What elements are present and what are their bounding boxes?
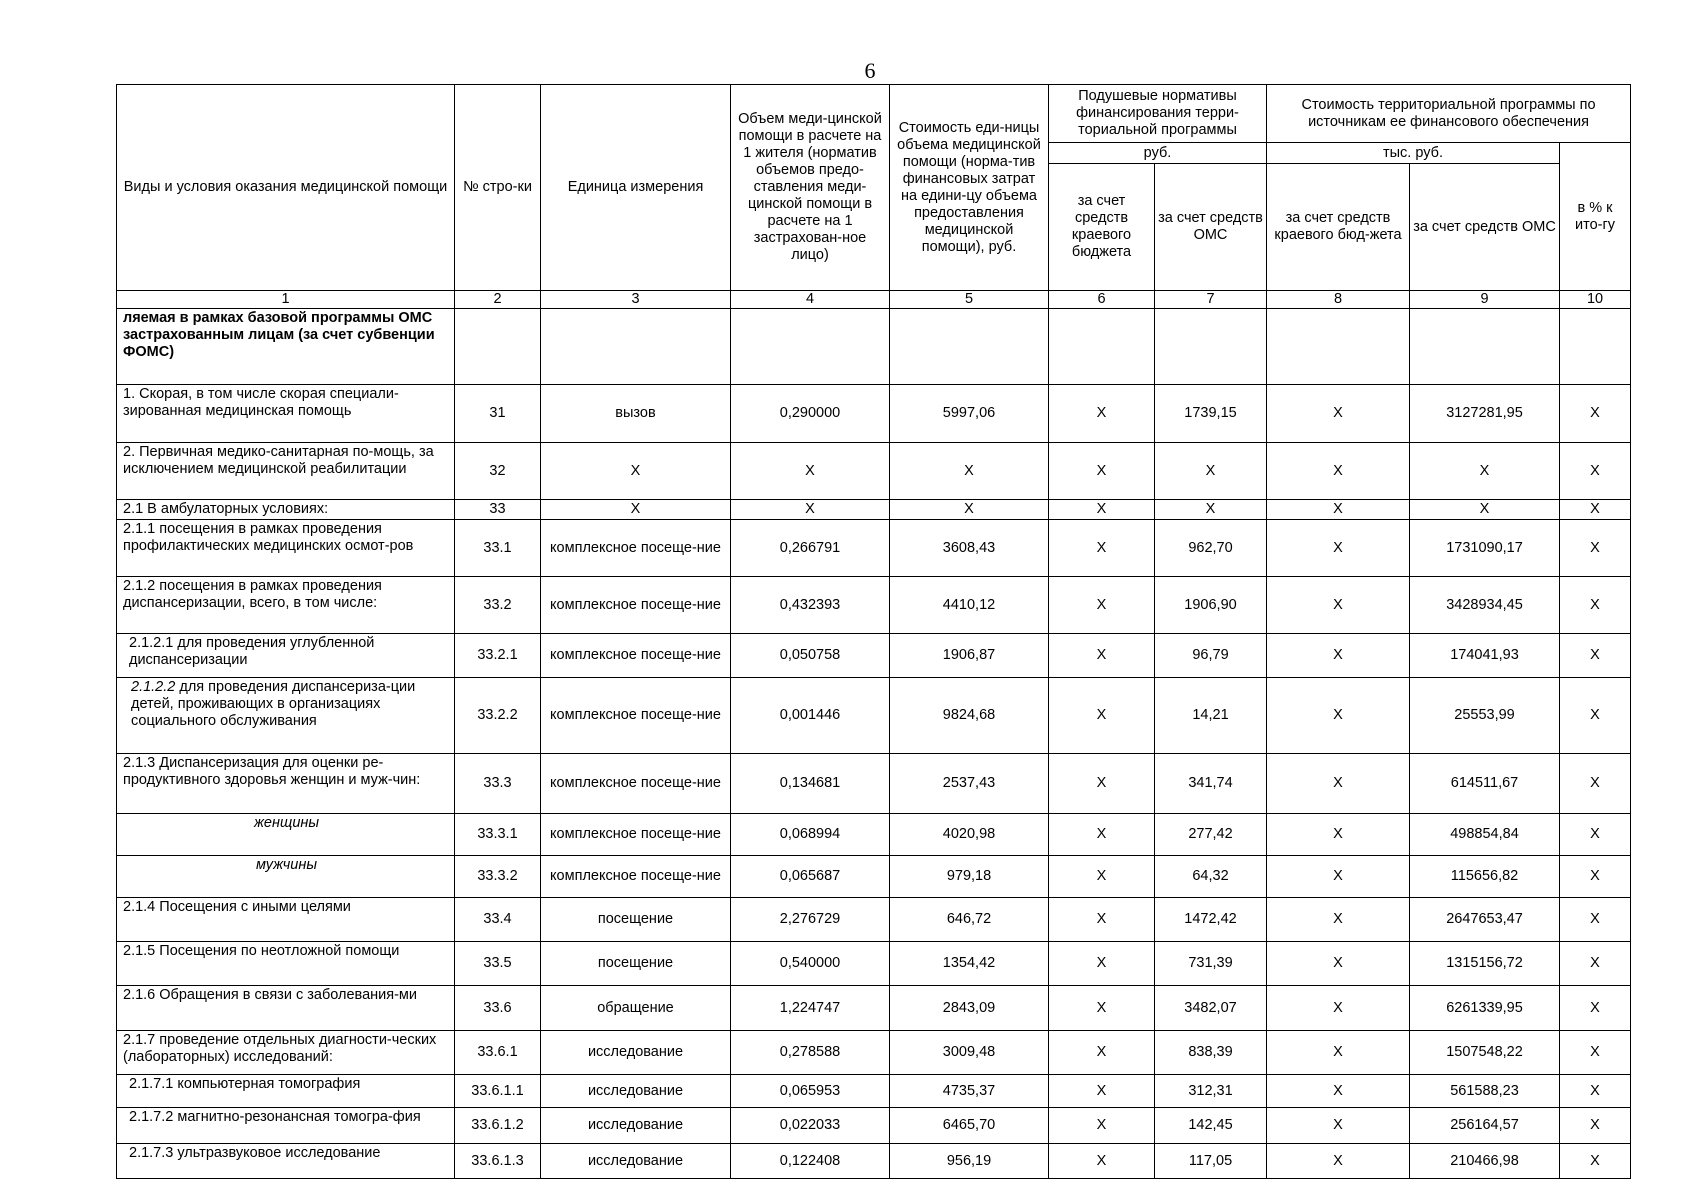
row-code: 33.6.1.2	[455, 1108, 541, 1144]
row-cost-oms: X	[1410, 443, 1560, 500]
table-row	[117, 385, 1631, 443]
column-number: 5	[890, 291, 1049, 309]
row-unit: исследование	[541, 1075, 731, 1108]
row-cost-oms: 174041,93	[1410, 634, 1560, 678]
row-norm-oms: 277,42	[1155, 814, 1267, 856]
row-cost-oms: X	[1410, 500, 1560, 520]
row-cost-regional: X	[1267, 856, 1410, 898]
row-volume: 0,540000	[731, 942, 890, 986]
row-percent: X	[1560, 1031, 1631, 1075]
row-norm-oms: 1739,15	[1155, 385, 1267, 443]
page-number: 6	[864, 58, 876, 83]
row-volume: 0,022033	[731, 1108, 890, 1144]
row-unit-cost: 3009,48	[890, 1031, 1049, 1075]
row-unit: исследование	[541, 1031, 731, 1075]
row-unit-cost: 4735,37	[890, 1075, 1049, 1108]
row-unit: комплексное посеще-ние	[541, 577, 731, 634]
row-volume: 0,065953	[731, 1075, 890, 1108]
row-cost-regional: X	[1267, 520, 1410, 577]
row-percent: X	[1560, 1108, 1631, 1144]
row-volume: X	[731, 443, 890, 500]
row-cost-oms: 1731090,17	[1410, 520, 1560, 577]
row-unit-cost: 6465,70	[890, 1108, 1049, 1144]
row-percent: X	[1560, 754, 1631, 814]
row-norm-oms: 96,79	[1155, 634, 1267, 678]
row-name: 2.1 В амбулаторных условиях:	[117, 500, 455, 520]
row-unit-cost: 979,18	[890, 856, 1049, 898]
row-norm-oms: 64,32	[1155, 856, 1267, 898]
header-unit-rub: руб.	[1049, 143, 1267, 164]
row-name: 1. Скорая, в том числе скорая специали-зированная медицинская помощь	[117, 385, 455, 443]
row-cost-oms: 2647653,47	[1410, 898, 1560, 942]
row-unit-cost: 956,19	[890, 1144, 1049, 1179]
row-norm-oms: 341,74	[1155, 754, 1267, 814]
row-code: 31	[455, 385, 541, 443]
row-name: 2.1.7 проведение отдельных диагности-ческих (лабораторных) исследований:	[117, 1031, 455, 1075]
row-norm-oms: 117,05	[1155, 1144, 1267, 1179]
row-percent: X	[1560, 1144, 1631, 1179]
row-volume: 0,134681	[731, 754, 890, 814]
header-unit-thous-rub: тыс. руб.	[1267, 143, 1560, 164]
row-cost-regional: X	[1267, 986, 1410, 1031]
row-unit-cost: 4410,12	[890, 577, 1049, 634]
row-norm-oms: 1472,42	[1155, 898, 1267, 942]
row-percent: X	[1560, 634, 1631, 678]
header-care-type: Виды и условия оказания медицинской помощи	[117, 85, 455, 291]
row-norm-regional: X	[1049, 856, 1155, 898]
row-code: 33.2.2	[455, 678, 541, 754]
row-cost-regional: X	[1267, 385, 1410, 443]
row-cost-oms: 210466,98	[1410, 1144, 1560, 1179]
header-unit-cost: Стоимость еди-ницы объема медицинской помощи (норма-тив финансовых затрат на едини-цу объема предоставления медицинской помощи), руб.	[890, 85, 1049, 291]
row-name: 2.1.6 Обращения в связи с заболевания-ми	[117, 986, 455, 1031]
row-code: 33	[455, 500, 541, 520]
table-row	[117, 814, 1631, 856]
row-norm-oms: 3482,07	[1155, 986, 1267, 1031]
row-unit-cost	[890, 309, 1049, 385]
row-norm-oms: 142,45	[1155, 1108, 1267, 1144]
table-row	[117, 520, 1631, 577]
row-percent: X	[1560, 856, 1631, 898]
row-cost-oms: 498854,84	[1410, 814, 1560, 856]
row-unit: X	[541, 500, 731, 520]
row-name: мужчины	[117, 856, 455, 898]
row-unit: исследование	[541, 1108, 731, 1144]
row-unit: комплексное посеще-ние	[541, 814, 731, 856]
row-cost-regional: X	[1267, 678, 1410, 754]
row-name: 2.1.4 Посещения с иными целями	[117, 898, 455, 942]
row-name: 2.1.2 посещения в рамках проведения диспансеризации, всего, в том числе:	[117, 577, 455, 634]
table-row	[117, 1108, 1631, 1144]
row-unit-cost: 2537,43	[890, 754, 1049, 814]
row-percent: X	[1560, 1075, 1631, 1108]
row-norm-oms: 14,21	[1155, 678, 1267, 754]
row-volume: 0,001446	[731, 678, 890, 754]
header-cost-regional-budget: за счет средств краевого бюд-жета	[1267, 164, 1410, 291]
row-name: 2.1.5 Посещения по неотложной помощи	[117, 942, 455, 986]
row-name: ляемая в рамках базовой программы ОМС застрахованным лицам (за счет субвенции ФОМС)	[117, 309, 455, 385]
table-row	[117, 1075, 1631, 1108]
row-volume: 2,276729	[731, 898, 890, 942]
row-volume: 0,050758	[731, 634, 890, 678]
row-unit: комплексное посеще-ние	[541, 754, 731, 814]
row-name: 2.1.2.1 для проведения углубленной диспансеризации	[117, 634, 455, 678]
row-name: женщины	[117, 814, 455, 856]
row-unit: комплексное посеще-ние	[541, 634, 731, 678]
row-cost-oms: 6261339,95	[1410, 986, 1560, 1031]
row-norm-regional: X	[1049, 577, 1155, 634]
row-percent: X	[1560, 898, 1631, 942]
row-norm-oms: 962,70	[1155, 520, 1267, 577]
row-cost-regional: X	[1267, 942, 1410, 986]
row-norm-regional: X	[1049, 443, 1155, 500]
row-unit-cost: 5997,06	[890, 385, 1049, 443]
row-name: 2.1.7.2 магнитно-резонансная томогра-фия	[117, 1108, 455, 1144]
row-code: 33.5	[455, 942, 541, 986]
row-cost-regional: X	[1267, 898, 1410, 942]
row-unit-cost: 3608,43	[890, 520, 1049, 577]
header-per-capita-norms: Подушевые нормативы финансирования терри-ториальной программы	[1049, 85, 1267, 143]
row-unit-cost: 1906,87	[890, 634, 1049, 678]
header-row-number: № стро-ки	[455, 85, 541, 291]
row-percent: X	[1560, 986, 1631, 1031]
row-unit: комплексное посеще-ние	[541, 678, 731, 754]
row-cost-regional: X	[1267, 443, 1410, 500]
row-unit-cost: 646,72	[890, 898, 1049, 942]
row-code: 33.3	[455, 754, 541, 814]
row-norm-regional: X	[1049, 986, 1155, 1031]
column-number: 2	[455, 291, 541, 309]
row-unit-cost: X	[890, 500, 1049, 520]
table-row	[117, 898, 1631, 942]
row-unit: посещение	[541, 942, 731, 986]
row-code: 33.3.2	[455, 856, 541, 898]
column-number: 7	[1155, 291, 1267, 309]
row-cost-oms: 614511,67	[1410, 754, 1560, 814]
table-row	[117, 1144, 1631, 1179]
row-norm-regional: X	[1049, 385, 1155, 443]
row-cost-oms: 115656,82	[1410, 856, 1560, 898]
row-cost-regional: X	[1267, 1108, 1410, 1144]
table-row	[117, 754, 1631, 814]
row-norm-regional: X	[1049, 1031, 1155, 1075]
row-name: 2. Первичная медико-санитарная по-мощь, за исключением медицинской реабилитации	[117, 443, 455, 500]
row-name: 2.1.1 посещения в рамках проведения профилактических медицинских осмот-ров	[117, 520, 455, 577]
row-norm-oms: X	[1155, 500, 1267, 520]
row-code: 33.2	[455, 577, 541, 634]
table-row	[117, 443, 1631, 500]
row-volume	[731, 309, 890, 385]
column-number: 10	[1560, 291, 1631, 309]
row-cost-regional: X	[1267, 1031, 1410, 1075]
row-norm-regional: X	[1049, 814, 1155, 856]
row-volume: 0,266791	[731, 520, 890, 577]
row-norm-oms: 838,39	[1155, 1031, 1267, 1075]
row-name-number: 2.1.2.2	[131, 679, 176, 695]
row-code	[455, 309, 541, 385]
row-name: 2.1.3 Диспансеризация для оценки ре-продуктивного здоровья женщин и муж-чин:	[117, 754, 455, 814]
row-name: 2.1.7.1 компьютерная томография	[117, 1075, 455, 1108]
program-cost-table	[116, 84, 1631, 1179]
row-unit: обращение	[541, 986, 731, 1031]
row-unit: исследование	[541, 1144, 731, 1179]
row-unit	[541, 309, 731, 385]
table-row	[117, 1031, 1631, 1075]
row-volume: 1,224747	[731, 986, 890, 1031]
row-cost-oms: 561588,23	[1410, 1075, 1560, 1108]
row-norm-regional: X	[1049, 754, 1155, 814]
table-row	[117, 856, 1631, 898]
row-percent: X	[1560, 500, 1631, 520]
row-code: 33.6.1.3	[455, 1144, 541, 1179]
row-cost-regional: X	[1267, 500, 1410, 520]
row-name	[117, 678, 455, 754]
header-program-cost: Стоимость территориальной программы по источникам ее финансового обеспечения	[1267, 85, 1631, 143]
row-norm-oms: X	[1155, 443, 1267, 500]
row-name: 2.1.7.3 ультразвуковое исследование	[117, 1144, 455, 1179]
row-cost-regional: X	[1267, 814, 1410, 856]
row-code: 32	[455, 443, 541, 500]
row-norm-regional: X	[1049, 634, 1155, 678]
table-row	[117, 500, 1631, 520]
row-volume: 0,278588	[731, 1031, 890, 1075]
row-norm-oms: 312,31	[1155, 1075, 1267, 1108]
row-unit: X	[541, 443, 731, 500]
column-number: 3	[541, 291, 731, 309]
row-percent	[1560, 309, 1631, 385]
row-code: 33.3.1	[455, 814, 541, 856]
row-percent: X	[1560, 678, 1631, 754]
row-volume: 0,290000	[731, 385, 890, 443]
row-code: 33.6.1.1	[455, 1075, 541, 1108]
row-unit: посещение	[541, 898, 731, 942]
row-norm-regional: X	[1049, 1108, 1155, 1144]
row-code: 33.4	[455, 898, 541, 942]
row-unit-cost: 1354,42	[890, 942, 1049, 986]
row-norm-oms	[1155, 309, 1267, 385]
row-norm-oms: 1906,90	[1155, 577, 1267, 634]
row-cost-oms: 3127281,95	[1410, 385, 1560, 443]
header-norm-oms: за счет средств ОМС	[1155, 164, 1267, 291]
row-code: 33.1	[455, 520, 541, 577]
row-cost-oms	[1410, 309, 1560, 385]
row-unit: комплексное посеще-ние	[541, 520, 731, 577]
row-percent: X	[1560, 443, 1631, 500]
row-cost-oms: 25553,99	[1410, 678, 1560, 754]
row-volume: 0,122408	[731, 1144, 890, 1179]
column-number: 1	[117, 291, 455, 309]
header-volume: Объем меди-цинской помощи в расчете на 1 жителя (норматив объемов предо-ставления меди-цинской помощи в расчете на 1 застрахован-ное лицо)	[731, 85, 890, 291]
row-cost-regional: X	[1267, 634, 1410, 678]
row-unit-cost: 4020,98	[890, 814, 1049, 856]
row-code: 33.6	[455, 986, 541, 1031]
header-percent-total: в % к ито-гу	[1560, 143, 1631, 291]
header-unit: Единица измерения	[541, 85, 731, 291]
row-percent: X	[1560, 385, 1631, 443]
row-cost-oms: 1315156,72	[1410, 942, 1560, 986]
row-volume: 0,065687	[731, 856, 890, 898]
row-cost-regional: X	[1267, 577, 1410, 634]
row-code: 33.6.1	[455, 1031, 541, 1075]
row-code: 33.2.1	[455, 634, 541, 678]
column-number: 6	[1049, 291, 1155, 309]
row-unit: комплексное посеще-ние	[541, 856, 731, 898]
table-row	[117, 634, 1631, 678]
row-unit: вызов	[541, 385, 731, 443]
header-norm-regional-budget: за счет средств краевого бюджета	[1049, 164, 1155, 291]
row-cost-regional: X	[1267, 1144, 1410, 1179]
row-norm-regional: X	[1049, 500, 1155, 520]
row-percent: X	[1560, 520, 1631, 577]
row-percent: X	[1560, 577, 1631, 634]
header-cost-oms: за счет средств ОМС	[1410, 164, 1560, 291]
column-number: 8	[1267, 291, 1410, 309]
table-row	[117, 309, 1631, 385]
table-row	[117, 678, 1631, 754]
row-unit-cost: 9824,68	[890, 678, 1049, 754]
row-norm-regional: X	[1049, 1144, 1155, 1179]
table-row	[117, 577, 1631, 634]
row-norm-oms: 731,39	[1155, 942, 1267, 986]
table-row	[117, 986, 1631, 1031]
row-cost-oms: 3428934,45	[1410, 577, 1560, 634]
row-unit-cost: 2843,09	[890, 986, 1049, 1031]
row-cost-regional	[1267, 309, 1410, 385]
row-cost-regional: X	[1267, 754, 1410, 814]
row-percent: X	[1560, 942, 1631, 986]
row-norm-regional: X	[1049, 898, 1155, 942]
row-cost-oms: 256164,57	[1410, 1108, 1560, 1144]
column-number: 9	[1410, 291, 1560, 309]
table-row	[117, 942, 1631, 986]
row-volume: 0,432393	[731, 577, 890, 634]
row-cost-oms: 1507548,22	[1410, 1031, 1560, 1075]
row-norm-regional: X	[1049, 678, 1155, 754]
row-norm-regional: X	[1049, 942, 1155, 986]
row-norm-regional: X	[1049, 1075, 1155, 1108]
row-norm-regional	[1049, 309, 1155, 385]
row-cost-regional: X	[1267, 1075, 1410, 1108]
row-volume: 0,068994	[731, 814, 890, 856]
row-norm-regional: X	[1049, 520, 1155, 577]
row-name-text: для проведения диспансериза-ции детей, проживающих в организациях социального обслуживания	[131, 679, 416, 729]
row-volume: X	[731, 500, 890, 520]
column-number: 4	[731, 291, 890, 309]
row-unit-cost: X	[890, 443, 1049, 500]
row-percent: X	[1560, 814, 1631, 856]
